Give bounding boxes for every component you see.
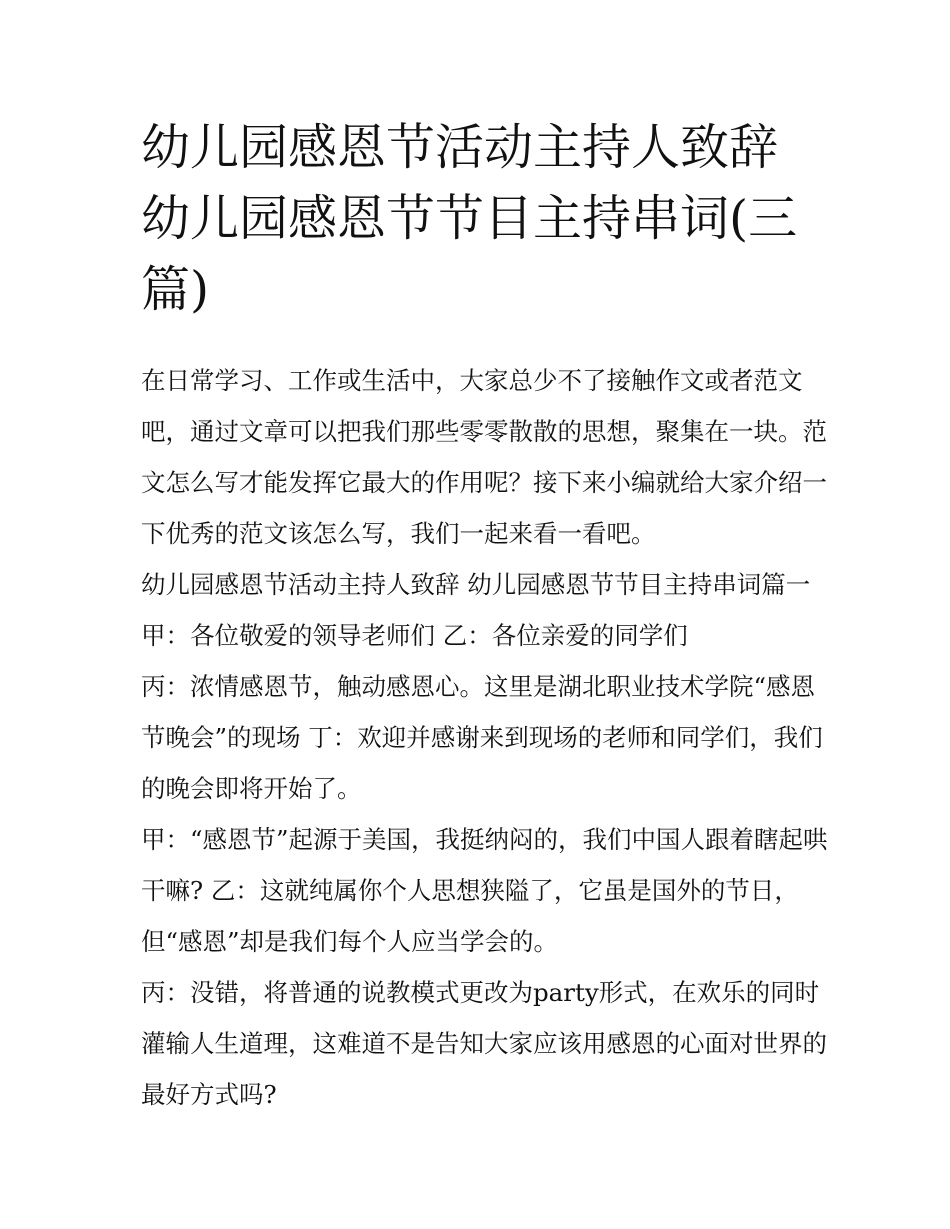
document-body <box>141 355 831 1120</box>
paragraph-bing-party: 丙：没错，将普通的说教模式更改为party形式，在欢乐的同时灌输人生道理，这难道不是告知大家应该用感恩的心面对世界的最好方式吗? <box>141 978 827 1109</box>
paragraph-bing-ding: 丙：浓情感恩节，触动感恩心。这里是湖北职业技术学院“感恩节晚会”的现场 丁：欢迎并感谢来到现场的老师和同学们，我们的晚会即将开始了。 <box>141 672 823 803</box>
paragraph-intro: 在日常学习、工作或生活中，大家总少不了接触作文或者范文吧，通过文章可以把我们那些零零散散的思想，聚集在一块。范文怎么写才能发挥它最大的作用呢？接下来小编就给大家介绍一下优秀的范文该怎么写，我们一起来看一看吧。 <box>141 366 827 548</box>
paragraph-opening: 幼儿园感恩节活动主持人致辞 幼儿园感恩节节目主持串词篇一 甲：各位敬爱的领导老师们 乙：各位亲爱的同学们 <box>141 570 811 650</box>
document-title: 幼儿园感恩节活动主持人致辞 幼儿园感恩节节目主持串词(三篇) <box>141 119 798 318</box>
paragraph-jia-yi: 甲：“感恩节”起源于美国，我挺纳闷的，我们中国人跟着瞎起哄干嘛? 乙：这就纯属你个人思想狭隘了，它虽是国外的节日，但“感恩”却是我们每个人应当学会的。 <box>141 825 828 956</box>
